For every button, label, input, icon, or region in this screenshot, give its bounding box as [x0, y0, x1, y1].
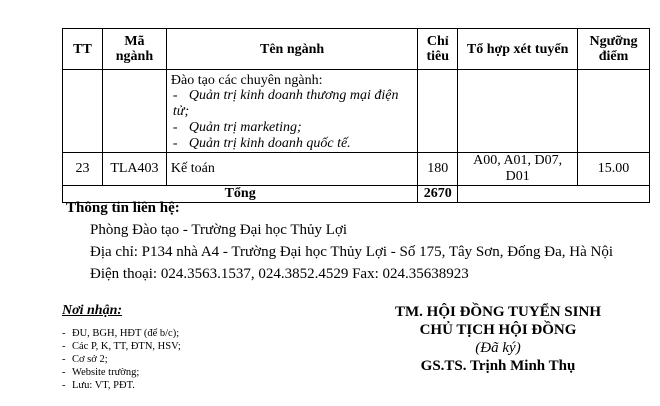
recipients-title: Nơi nhận: — [62, 303, 123, 318]
signature-signed-note: (Đã ký) — [475, 340, 521, 356]
recipient-item: - Các P, K, TT, ĐTN, HSV; — [62, 340, 181, 353]
table-row — [63, 153, 650, 186]
cell-combos: A00, A01, D07, D01 — [458, 153, 578, 186]
signature-name: GS.TS. Trịnh Minh Thụ — [420, 358, 576, 374]
program-cell — [166, 70, 417, 153]
table-header-row — [63, 29, 650, 70]
cell-threshold: 15.00 — [578, 153, 650, 186]
header-name: Tên ngành — [166, 29, 417, 70]
signature-block — [356, 303, 640, 375]
signature-org: TM. HỘI ĐỒNG TUYỂN SINH — [394, 304, 601, 320]
recipient-item: - Lưu: VT, PĐT. — [62, 379, 181, 392]
recipient-item: - ĐU, BGH, HĐT (để b/c); — [62, 327, 181, 340]
signature-role: CHỦ TỊCH HỘI ĐỒNG — [419, 322, 577, 338]
major-list — [171, 88, 413, 152]
header-tt: TT — [63, 29, 103, 70]
total-value: 2670 — [418, 186, 458, 203]
contact-office: Phòng Đào tạo - Trường Đại học Thủy Lợi — [90, 222, 348, 238]
major-item: - Quản trị marketing; — [173, 120, 413, 136]
header-threshold: Ngưỡng điểm — [578, 29, 650, 70]
contact-heading: Thông tin liên hệ: — [66, 200, 180, 216]
major-item: - Quản trị kinh doanh quốc tế. — [173, 136, 413, 152]
admission-table — [62, 28, 650, 203]
total-label: Tổng — [63, 186, 418, 203]
table-row — [63, 70, 650, 153]
cell-quota: 180 — [418, 153, 458, 186]
header-quota: Chỉ tiêu — [418, 29, 458, 70]
recipient-item: - Cơ sở 2; — [62, 353, 181, 366]
recipients-list — [62, 327, 181, 392]
contact-address: Địa chỉ: P134 nhà A4 - Trường Đại học Thủy Lợi - Số 175, Tây Sơn, Đống Đa, Hà Nội — [90, 244, 614, 260]
recipient-item: - Website trường; — [62, 366, 181, 379]
major-item: - Quản trị kinh doanh thương mại điện tử; — [173, 88, 413, 120]
cell-tt: 23 — [63, 153, 103, 186]
cell-name: Kế toán — [166, 153, 417, 186]
program-title: Đào tạo các chuyên ngành: — [170, 73, 323, 88]
header-combos: Tổ hợp xét tuyển — [458, 29, 578, 70]
contact-info — [66, 197, 613, 285]
header-code: Mã ngành — [102, 29, 166, 70]
contact-phone: Điện thoại: 024.3563.1537, 024.3852.4529 Fax: 024.35638923 — [90, 266, 469, 282]
cell-code: TLA403 — [102, 153, 166, 186]
recipients-block — [62, 303, 181, 392]
